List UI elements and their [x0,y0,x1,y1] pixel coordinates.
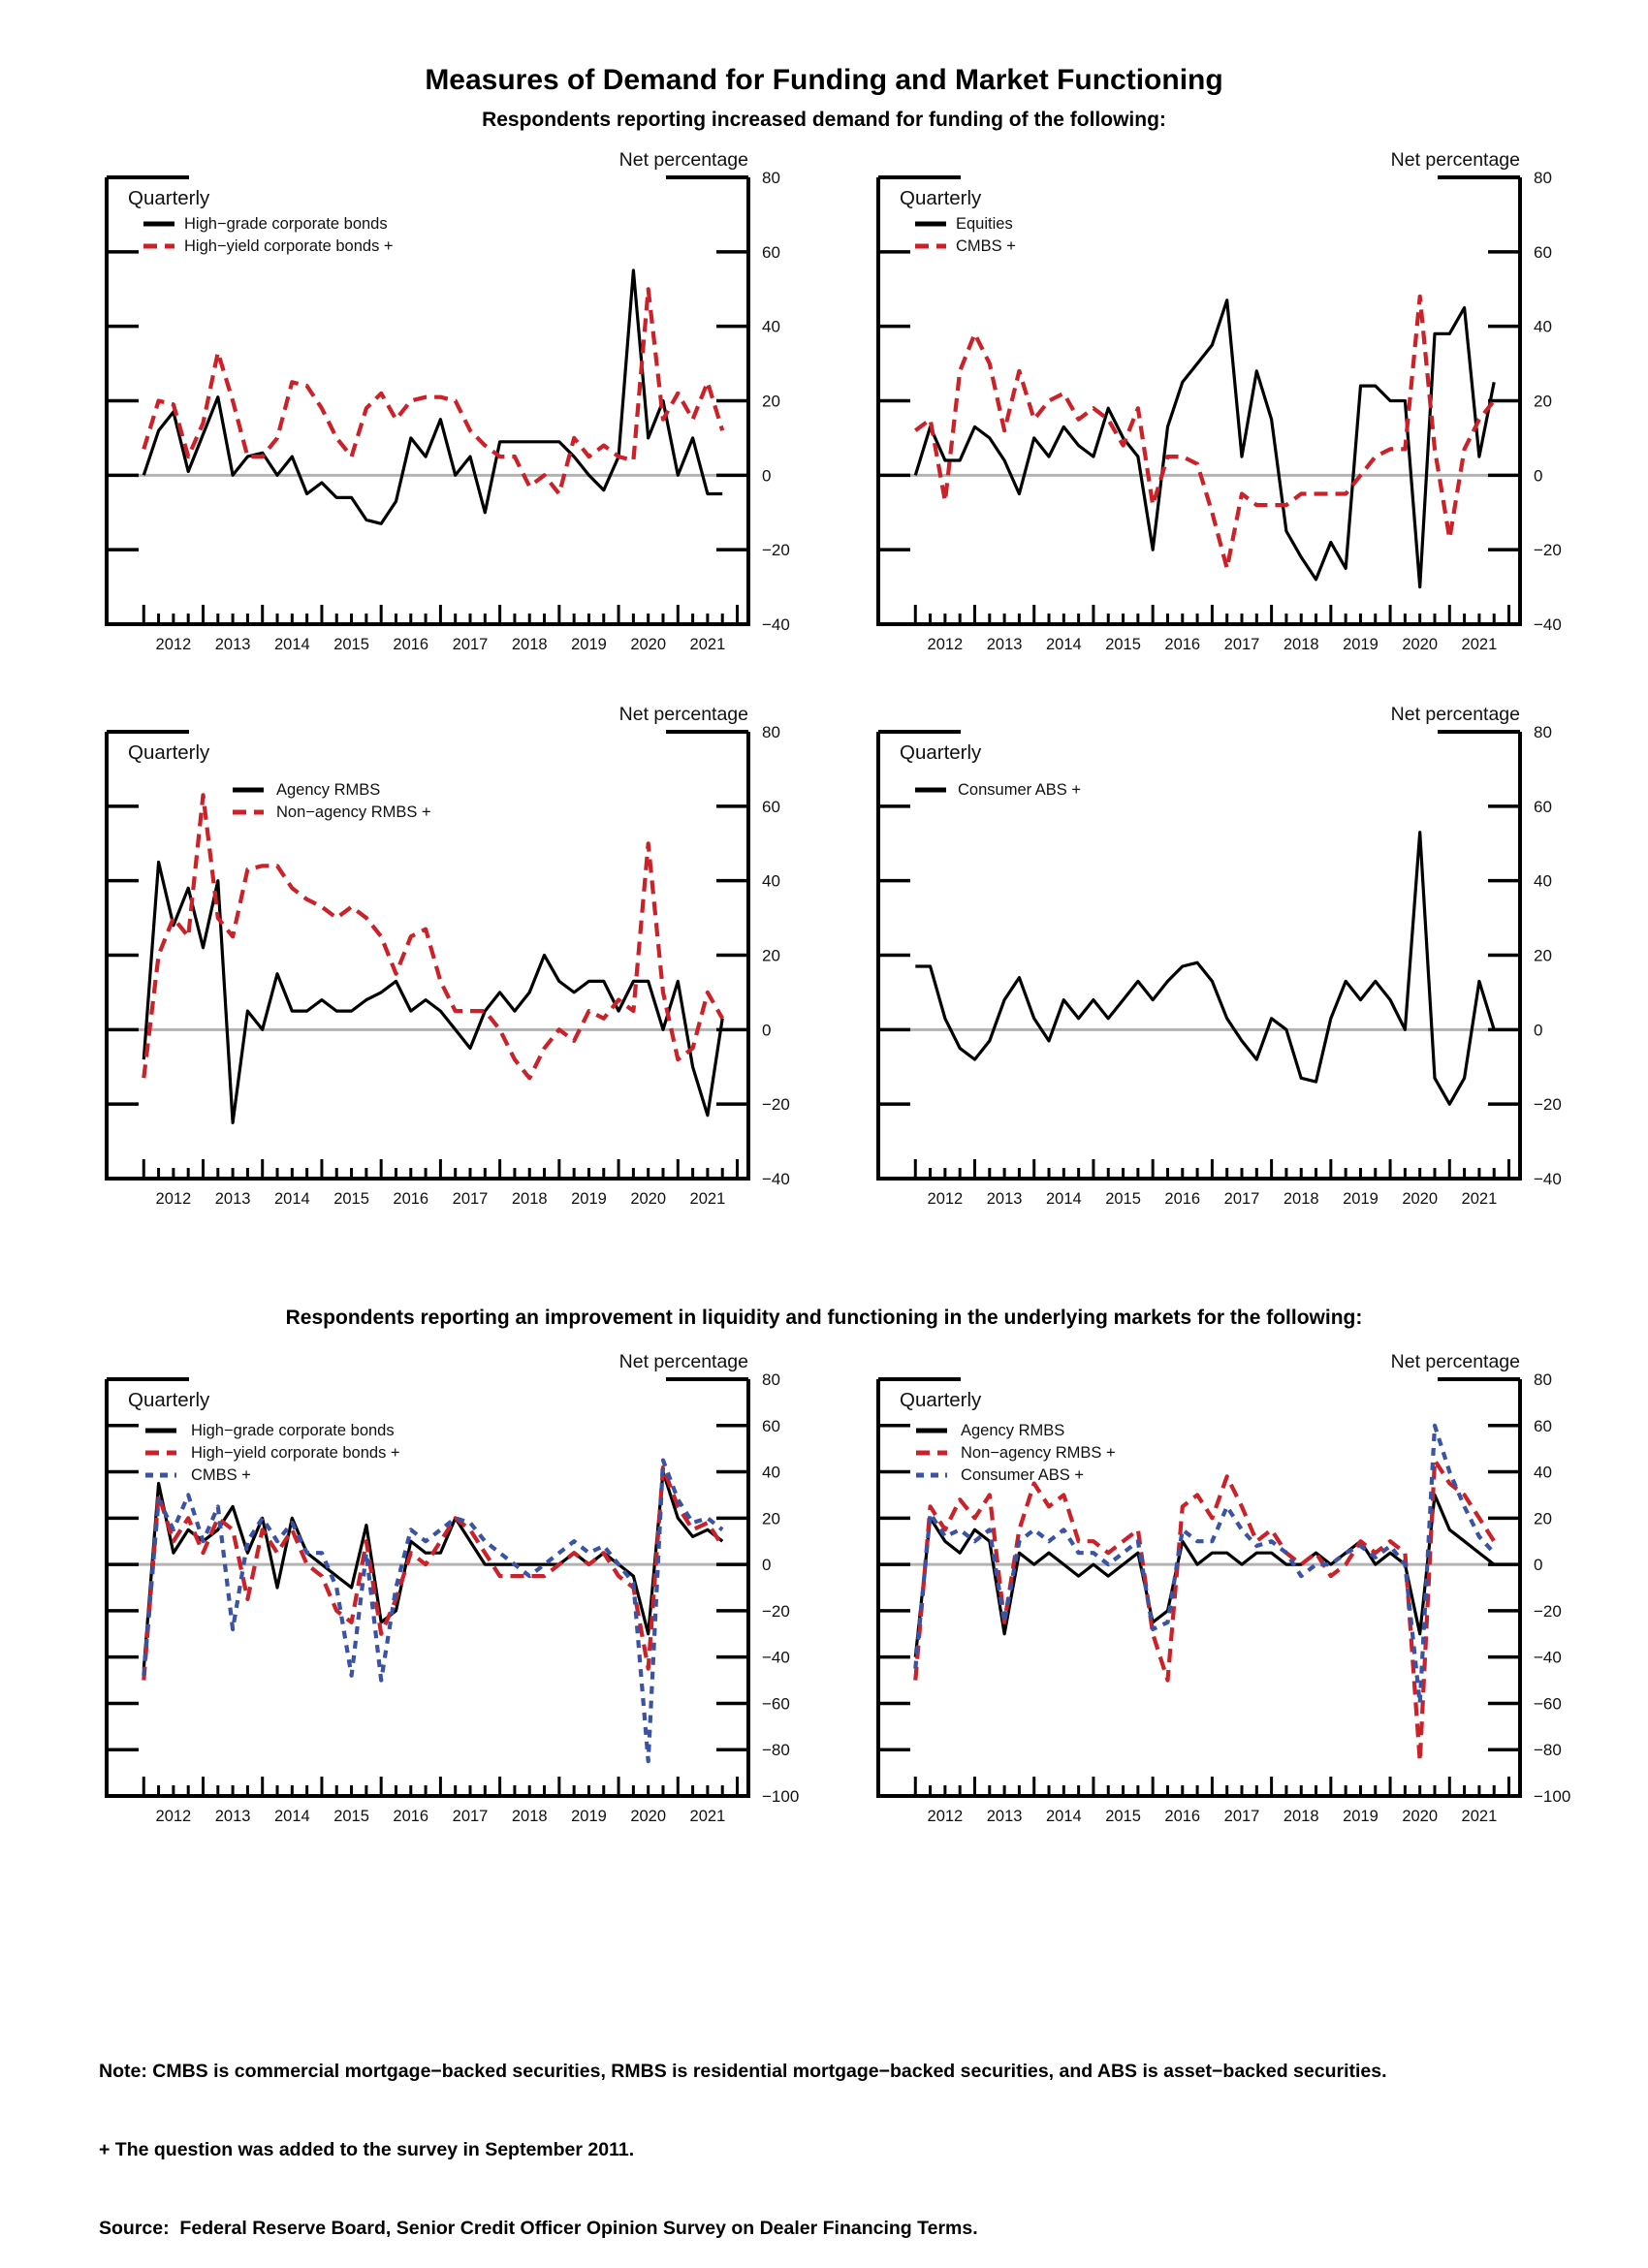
corner-label: Quarterly [900,187,982,209]
axis-unit-label: Net percentage [618,1351,748,1372]
chart-liquidity-corporate-bonds-cmbs [39,1338,872,1900]
x-year-label-2019: 2019 [571,1808,607,1825]
legend-label-non-agency-rmbs: Non−agency RMBS + [961,1444,1116,1462]
x-year-label-2021: 2021 [1461,636,1498,653]
x-year-label-2014: 2014 [1045,1190,1082,1208]
legend-label-cmbs: CMBS + [191,1466,251,1484]
x-year-label-2019: 2019 [571,1190,607,1208]
axis-unit-label: Net percentage [618,149,748,171]
x-year-label-2019: 2019 [571,636,607,653]
y-tick-label-40: 40 [1534,1463,1552,1482]
series-non-agency-rmbs [143,795,722,1078]
legend-label-high-yield-corporate-bonds: High−yield corporate bonds + [191,1444,400,1462]
corner-label: Quarterly [128,741,210,764]
x-year-label-2015: 2015 [1105,636,1141,653]
axis-unit-label: Net percentage [1390,704,1520,725]
x-year-label-2018: 2018 [1283,1190,1319,1208]
y-tick-label-80: 80 [762,723,780,741]
legend-label-agency-rmbs: Agency RMBS [961,1422,1065,1439]
section1-subtitle: Respondents reporting increased demand for funding of the following: [482,109,1166,131]
y-tick-label--80: −80 [1534,1741,1562,1760]
x-year-label-2013: 2013 [986,1808,1023,1825]
x-year-label-2018: 2018 [1283,1808,1319,1825]
x-year-label-2021: 2021 [1461,1190,1498,1208]
x-year-label-2017: 2017 [452,1190,489,1208]
x-year-label-2017: 2017 [1223,1808,1260,1825]
y-tick-label--20: −20 [1534,541,1562,560]
x-year-label-2014: 2014 [1045,636,1082,653]
y-tick-label--20: −20 [762,1601,790,1621]
note-source: Source: Federal Reserve Board, Senior Credit Officer Opinion Survey on Dealer Financing Terms. [99,2218,978,2239]
x-year-label-2018: 2018 [511,1190,548,1208]
y-tick-label-80: 80 [1534,723,1552,741]
x-year-label-2015: 2015 [333,1808,369,1825]
page-title: Measures of Demand for Funding and Market Functioning [425,64,1223,96]
x-year-label-2016: 2016 [393,1808,429,1825]
x-year-label-2016: 2016 [1164,636,1201,653]
series-high-grade-corporate-bonds [143,1472,722,1669]
x-year-label-2012: 2012 [155,1808,192,1825]
x-year-label-2017: 2017 [1223,636,1260,653]
legend-label-non-agency-rmbs: Non−agency RMBS + [276,803,431,821]
x-year-label-2012: 2012 [927,1808,964,1825]
x-year-label-2020: 2020 [630,1808,667,1825]
legend-label-consumer-abs: Consumer ABS + [961,1466,1085,1484]
y-tick-label--40: −40 [762,1170,790,1188]
x-year-label-2021: 2021 [689,636,726,653]
y-tick-label-80: 80 [762,169,780,187]
y-tick-label--20: −20 [1534,1095,1562,1115]
y-tick-label--80: −80 [762,1741,790,1760]
x-year-label-2013: 2013 [986,636,1023,653]
y-tick-label--20: −20 [1534,1601,1562,1621]
chart-funding-demand-equities-cmbs [810,136,1644,717]
x-year-label-2016: 2016 [393,636,429,653]
y-tick-label-40: 40 [762,1463,780,1482]
x-year-label-2020: 2020 [630,636,667,653]
x-year-label-2018: 2018 [1283,636,1319,653]
x-year-label-2020: 2020 [1402,1808,1439,1825]
x-year-label-2015: 2015 [333,636,369,653]
y-tick-label-60: 60 [1534,1416,1552,1435]
x-year-label-2013: 2013 [214,1808,251,1825]
series-consumer-abs [915,833,1494,1104]
x-year-label-2018: 2018 [511,1808,548,1825]
series-high-yield-corporate-bonds [143,1467,722,1681]
note-survey-addition: + The question was added to the survey in September 2011. [99,2139,635,2160]
legend-label-high-grade-corporate-bonds: High−grade corporate bonds [191,1422,395,1439]
x-year-label-2013: 2013 [986,1190,1023,1208]
chart-funding-demand-consumer-abs [810,690,1644,1272]
axis-unit-label: Net percentage [618,704,748,725]
x-year-label-2018: 2018 [511,636,548,653]
x-year-label-2016: 2016 [393,1190,429,1208]
y-tick-label-20: 20 [762,946,780,965]
y-tick-label-20: 20 [762,392,780,411]
x-year-label-2014: 2014 [1045,1808,1082,1825]
x-year-label-2019: 2019 [1343,1190,1379,1208]
y-tick-label-0: 0 [1534,1021,1543,1040]
y-tick-label--40: −40 [1534,615,1562,634]
x-year-label-2013: 2013 [214,1190,251,1208]
x-year-label-2015: 2015 [1105,1190,1141,1208]
y-tick-label-40: 40 [762,317,780,336]
y-tick-label-60: 60 [762,1416,780,1435]
y-tick-label-0: 0 [1534,1556,1543,1575]
y-tick-label-60: 60 [1534,797,1552,816]
y-tick-label-20: 20 [1534,946,1552,965]
x-year-label-2015: 2015 [1105,1808,1141,1825]
legend-label-consumer-abs: Consumer ABS + [958,781,1082,799]
x-year-label-2020: 2020 [1402,636,1439,653]
x-year-label-2016: 2016 [1164,1190,1201,1208]
legend-label-high-yield-corporate-bonds: High−yield corporate bonds + [184,237,394,255]
chart-funding-demand-corporate-bonds [39,136,872,717]
x-year-label-2012: 2012 [155,636,192,653]
note-definitions: Note: CMBS is commercial mortgage−backed securities, RMBS is residential mortgage−backed securities, and ABS is asset−backed securities. [99,2061,1387,2082]
section2-subtitle: Respondents reporting an improvement in liquidity and functioning in the underlying markets for the following: [285,1307,1363,1329]
x-year-label-2016: 2016 [1164,1808,1201,1825]
legend-label-cmbs: CMBS + [956,237,1016,255]
y-tick-label-60: 60 [762,242,780,262]
y-tick-label-20: 20 [1534,392,1552,411]
x-year-label-2017: 2017 [452,636,489,653]
x-year-label-2020: 2020 [1402,1190,1439,1208]
corner-label: Quarterly [128,1389,210,1411]
y-tick-label-0: 0 [762,1021,772,1040]
axis-unit-label: Net percentage [1390,1351,1520,1372]
y-tick-label-40: 40 [1534,871,1552,891]
y-tick-label-60: 60 [1534,242,1552,262]
x-year-label-2019: 2019 [1343,1808,1379,1825]
y-tick-label-40: 40 [1534,317,1552,336]
y-tick-label-80: 80 [1534,169,1552,187]
x-year-label-2017: 2017 [452,1808,489,1825]
y-tick-label-80: 80 [1534,1370,1552,1389]
y-tick-label-0: 0 [762,1556,772,1575]
y-tick-label--100: −100 [1534,1787,1571,1806]
series-high-grade-corporate-bonds [143,270,722,523]
y-tick-label-0: 0 [762,466,772,486]
legend-label-equities: Equities [956,215,1013,233]
y-tick-label--40: −40 [762,615,790,634]
x-year-label-2012: 2012 [927,636,964,653]
y-tick-label-80: 80 [762,1370,780,1389]
x-year-label-2014: 2014 [273,1190,310,1208]
legend-label-high-grade-corporate-bonds: High−grade corporate bonds [184,215,388,233]
x-year-label-2017: 2017 [1223,1190,1260,1208]
x-year-label-2021: 2021 [1461,1808,1498,1825]
y-tick-label-20: 20 [1534,1509,1552,1528]
y-tick-label-0: 0 [1534,466,1543,486]
corner-label: Quarterly [128,187,210,209]
x-year-label-2014: 2014 [273,1808,310,1825]
corner-label: Quarterly [900,741,982,764]
y-tick-label--60: −60 [1534,1694,1562,1714]
chart-funding-demand-rmbs [39,690,872,1272]
x-year-label-2021: 2021 [689,1190,726,1208]
x-year-label-2012: 2012 [927,1190,964,1208]
y-tick-label--40: −40 [1534,1170,1562,1188]
x-year-label-2020: 2020 [630,1190,667,1208]
y-tick-label-40: 40 [762,871,780,891]
x-year-label-2013: 2013 [214,636,251,653]
x-year-label-2014: 2014 [273,636,310,653]
y-tick-label-60: 60 [762,797,780,816]
footnotes [99,2006,1609,2268]
legend-label-agency-rmbs: Agency RMBS [276,781,381,799]
y-tick-label--100: −100 [762,1787,800,1806]
chart-liquidity-rmbs-abs [810,1338,1644,1900]
axis-unit-label: Net percentage [1390,149,1520,171]
y-tick-label--40: −40 [762,1648,790,1667]
y-tick-label--20: −20 [762,1095,790,1115]
y-tick-label--20: −20 [762,541,790,560]
y-tick-label--40: −40 [1534,1648,1562,1667]
x-year-label-2012: 2012 [155,1190,192,1208]
x-year-label-2015: 2015 [333,1190,369,1208]
y-tick-label--60: −60 [762,1694,790,1714]
x-year-label-2021: 2021 [689,1808,726,1825]
y-tick-label-20: 20 [762,1509,780,1528]
corner-label: Quarterly [900,1389,982,1411]
x-year-label-2019: 2019 [1343,636,1379,653]
